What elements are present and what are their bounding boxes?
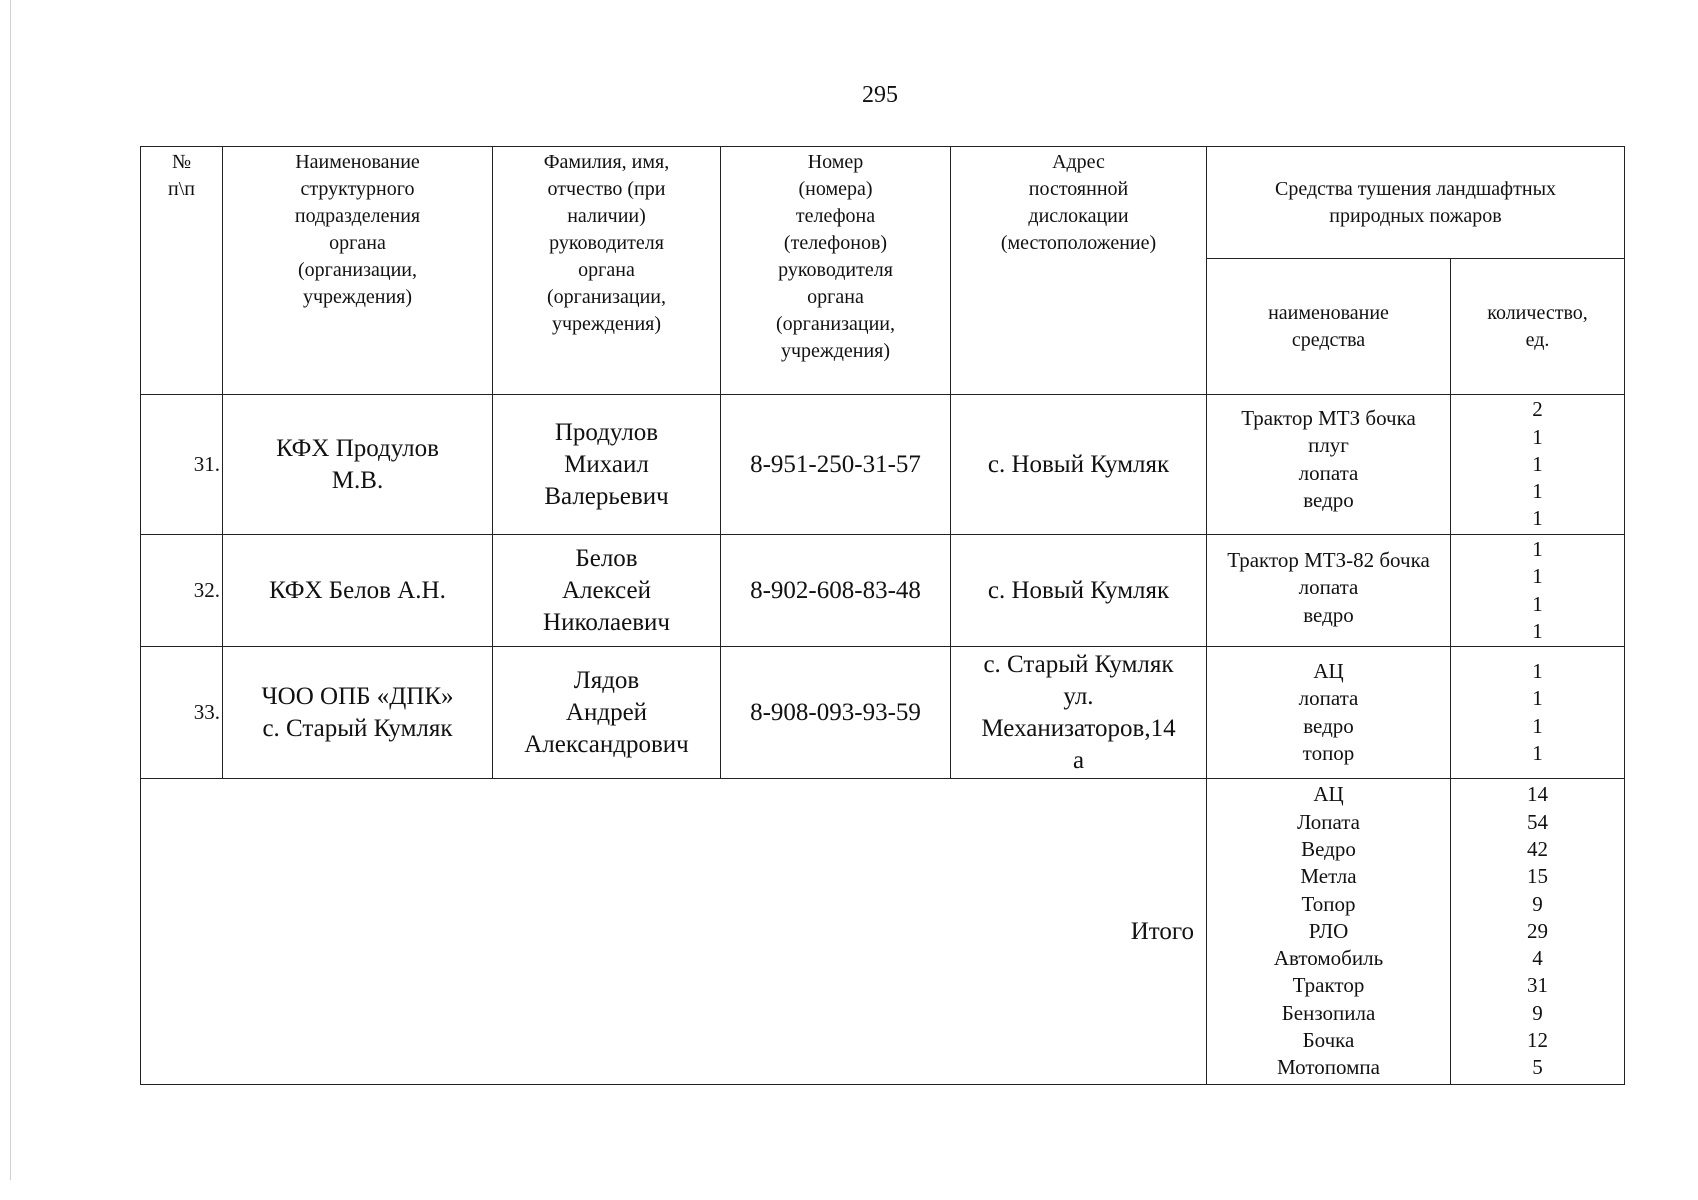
header-head-name: Фамилия, имя, отчество (при наличии) руководителя органа (организации, учреждения): [493, 147, 721, 395]
row-num: 33.: [141, 647, 223, 779]
row-head: Лядов Андрей Александрович: [493, 647, 721, 779]
total-qty: 14 54 42 15 9 29 4 31 9 12 5: [1451, 779, 1625, 1085]
header-org-name: Наименование структурного подразделения органа (организации, учреждения): [223, 147, 493, 395]
row-org: КФХ Продулов М.В.: [223, 395, 493, 535]
table-row: [141, 647, 1625, 779]
total-row: [141, 779, 1625, 1085]
fire-means-table: [140, 146, 1625, 1085]
row-head: Продулов Михаил Валерьевич: [493, 395, 721, 535]
row-qty: 2 1 1 1 1: [1451, 395, 1625, 535]
header-means-group: Средства тушения ландшафтных природных пожаров: [1207, 147, 1625, 259]
row-address: с. Старый Кумляк ул. Механизаторов,14 а: [951, 647, 1207, 779]
header-means-qty: количество, ед.: [1451, 259, 1625, 395]
row-phone: 8-902-608-83-48: [721, 535, 951, 647]
row-num: 31.: [141, 395, 223, 535]
header-phone: Номер (номера) телефона (телефонов) руководителя органа (организации, учреждения): [721, 147, 951, 395]
row-num: 32.: [141, 535, 223, 647]
row-means: АЦ лопата ведро топор: [1207, 647, 1451, 779]
table-row: [141, 395, 1625, 535]
row-qty: 1 1 1 1: [1451, 535, 1625, 647]
total-label: Итого: [141, 779, 1207, 1085]
page-number: 295: [862, 82, 898, 108]
row-phone: 8-951-250-31-57: [721, 395, 951, 535]
row-address: с. Новый Кумляк: [951, 535, 1207, 647]
row-org: КФХ Белов А.Н.: [223, 535, 493, 647]
row-org: ЧОО ОПБ «ДПК» с. Старый Кумляк: [223, 647, 493, 779]
row-qty: 1 1 1 1: [1451, 647, 1625, 779]
scan-edge-line: [10, 0, 11, 1180]
table-row: [141, 535, 1625, 647]
row-means: Трактор МТЗ-82 бочка лопата ведро: [1207, 535, 1451, 647]
row-means: Трактор МТЗ бочка плуг лопата ведро: [1207, 395, 1451, 535]
row-phone: 8-908-093-93-59: [721, 647, 951, 779]
header-means-name: наименование средства: [1207, 259, 1451, 395]
row-address: с. Новый Кумляк: [951, 395, 1207, 535]
header-num: № п\п: [141, 147, 223, 395]
total-means: АЦ Лопата Ведро Метла Топор РЛО Автомобиль Трактор Бензопила Бочка Мотопомпа: [1207, 779, 1451, 1085]
row-head: Белов Алексей Николаевич: [493, 535, 721, 647]
header-address: Адрес постоянной дислокации (местоположение): [951, 147, 1207, 395]
